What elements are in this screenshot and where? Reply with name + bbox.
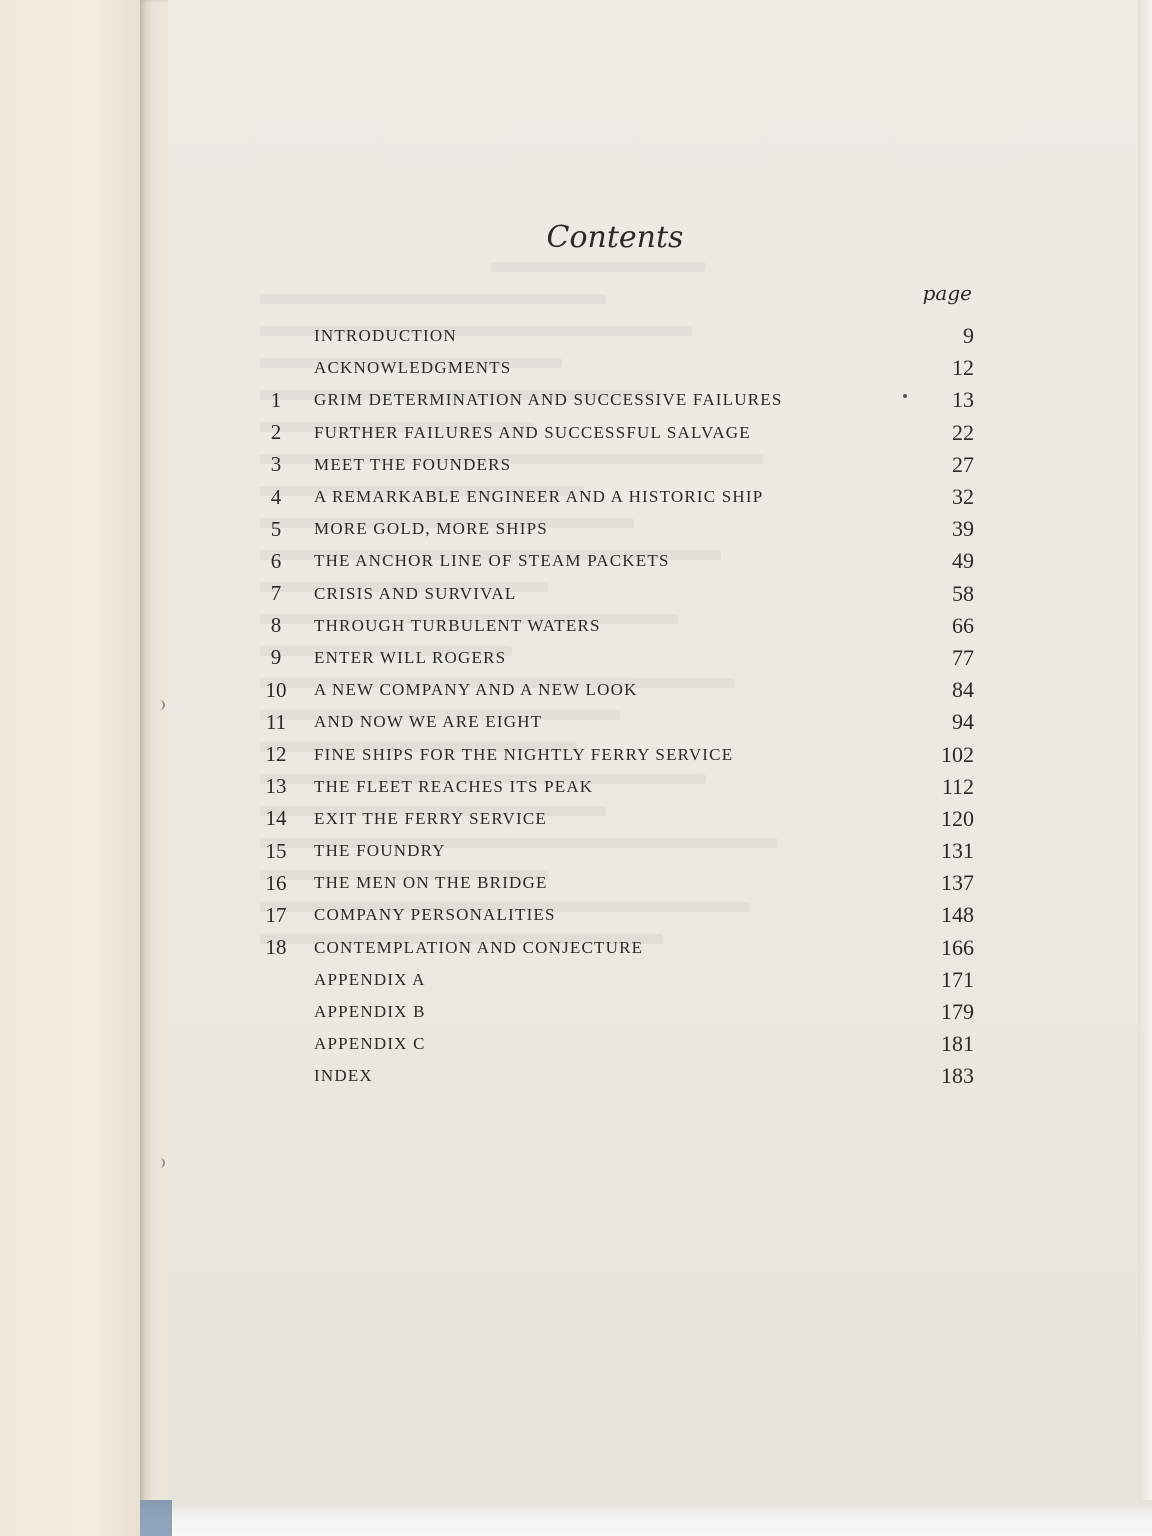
chapter-title: GRIM DETERMINATION AND SUCCESSIVE FAILURES: [314, 390, 783, 410]
toc-entry: [258, 867, 974, 899]
chapter-title: APPENDIX B: [314, 1002, 426, 1022]
page-number: 32: [952, 484, 974, 510]
toc-entry: [258, 481, 974, 513]
chapter-number: 11: [265, 709, 287, 734]
cover-edge: [140, 1500, 172, 1536]
chapter-title: APPENDIX C: [314, 1034, 426, 1054]
toc-entry: [258, 803, 974, 835]
page-number: 84: [952, 677, 974, 703]
page-number: 22: [952, 419, 974, 445]
toc-entry: [258, 513, 974, 545]
page-edge: [1138, 0, 1152, 1536]
chapter-title: EXIT THE FERRY SERVICE: [314, 808, 547, 828]
page-column-label: page: [922, 281, 972, 305]
toc-entry: [258, 610, 974, 642]
toc-entry: [258, 642, 974, 674]
page-number: 27: [952, 451, 974, 477]
toc-entry: [258, 771, 974, 803]
chapter-number: 17: [265, 902, 287, 927]
toc-entry: [258, 320, 974, 352]
page-number: 181: [941, 1031, 974, 1057]
chapter-title: FURTHER FAILURES AND SUCCESSFUL SALVAGE: [314, 422, 751, 442]
page-number: 66: [952, 612, 974, 638]
chapter-title: THE ANCHOR LINE OF STEAM PACKETS: [314, 551, 670, 571]
chapter-title: INTRODUCTION: [314, 326, 457, 346]
page-number: 13: [952, 387, 974, 413]
chapter-number: 3: [270, 452, 282, 477]
page-number: 148: [941, 902, 974, 928]
toc-entry: [258, 932, 974, 964]
chapter-number: 10: [265, 677, 287, 702]
chapter-title: THE FLEET REACHES ITS PEAK: [314, 776, 594, 796]
chapter-title: AND NOW WE ARE EIGHT: [314, 712, 543, 732]
contents-list: [258, 320, 974, 1093]
chapter-title: THROUGH TURBULENT WATERS: [314, 615, 601, 635]
left-endpaper: [0, 0, 142, 1536]
page-number: 183: [941, 1063, 974, 1089]
chapter-number: 1: [270, 387, 282, 412]
chapter-title: FINE SHIPS FOR THE NIGHTLY FERRY SERVICE: [314, 744, 734, 764]
contents-heading: Contents: [546, 220, 684, 255]
chapter-number: 13: [265, 774, 287, 799]
toc-entry: [258, 996, 974, 1028]
chapter-title: INDEX: [314, 1066, 373, 1086]
chapter-number: 12: [265, 742, 287, 767]
chapter-number: 14: [265, 806, 287, 831]
toc-entry: [258, 835, 974, 867]
page-number: 58: [952, 580, 974, 606]
page-number: 112: [941, 773, 974, 799]
chapter-title: CONTEMPLATION AND CONJECTURE: [314, 937, 644, 957]
chapter-number: 15: [265, 838, 287, 863]
toc-entry: [258, 1060, 974, 1092]
toc-entry: [258, 964, 974, 996]
toc-entry: [258, 384, 974, 416]
page-number: 39: [952, 516, 974, 542]
page-number: 120: [941, 805, 974, 831]
page-number: 77: [952, 644, 974, 670]
bottom-edge: [140, 1500, 1152, 1536]
book-gutter: [140, 0, 170, 1536]
chapter-number: 5: [270, 516, 282, 541]
chapter-number: 9: [270, 645, 282, 670]
chapter-title: ENTER WILL ROGERS: [314, 647, 507, 667]
chapter-title: APPENDIX A: [314, 969, 426, 989]
page-number: 179: [941, 999, 974, 1025]
page-number: 102: [941, 741, 974, 767]
page-number: 49: [952, 548, 974, 574]
chapter-number: 2: [270, 420, 282, 445]
page-number: 94: [952, 709, 974, 735]
chapter-title: MORE GOLD, MORE SHIPS: [314, 519, 548, 539]
page-number: 131: [941, 838, 974, 864]
chapter-number: 4: [270, 484, 282, 509]
page-number: 12: [952, 355, 974, 381]
toc-entry: [258, 352, 974, 384]
chapter-number: 7: [270, 581, 282, 606]
toc-entry: [258, 674, 974, 706]
chapter-number: 18: [265, 935, 287, 960]
toc-entry: [258, 706, 974, 738]
chapter-title: MEET THE FOUNDERS: [314, 454, 512, 474]
chapter-title: THE FOUNDRY: [314, 841, 446, 861]
chapter-title: THE MEN ON THE BRIDGE: [314, 873, 548, 893]
toc-entry: [258, 738, 974, 770]
page-number: 137: [941, 870, 974, 896]
page-number: 166: [941, 934, 974, 960]
toc-entry: [258, 578, 974, 610]
toc-entry: [258, 899, 974, 931]
page-number: 9: [963, 323, 974, 349]
chapter-number: 6: [270, 548, 282, 573]
chapter-title: ACKNOWLEDGMENTS: [314, 358, 512, 378]
page-number: 171: [941, 966, 974, 992]
chapter-number: 8: [270, 613, 282, 638]
chapter-number: 16: [265, 870, 287, 895]
chapter-title: CRISIS AND SURVIVAL: [314, 583, 517, 603]
toc-entry: [258, 1028, 974, 1060]
toc-entry: [258, 545, 974, 577]
chapter-title: COMPANY PERSONALITIES: [314, 905, 556, 925]
chapter-title: A NEW COMPANY AND A NEW LOOK: [314, 680, 638, 700]
toc-entry: [258, 417, 974, 449]
toc-entry: [258, 449, 974, 481]
chapter-title: A REMARKABLE ENGINEER AND A HISTORIC SHIP: [314, 487, 764, 507]
